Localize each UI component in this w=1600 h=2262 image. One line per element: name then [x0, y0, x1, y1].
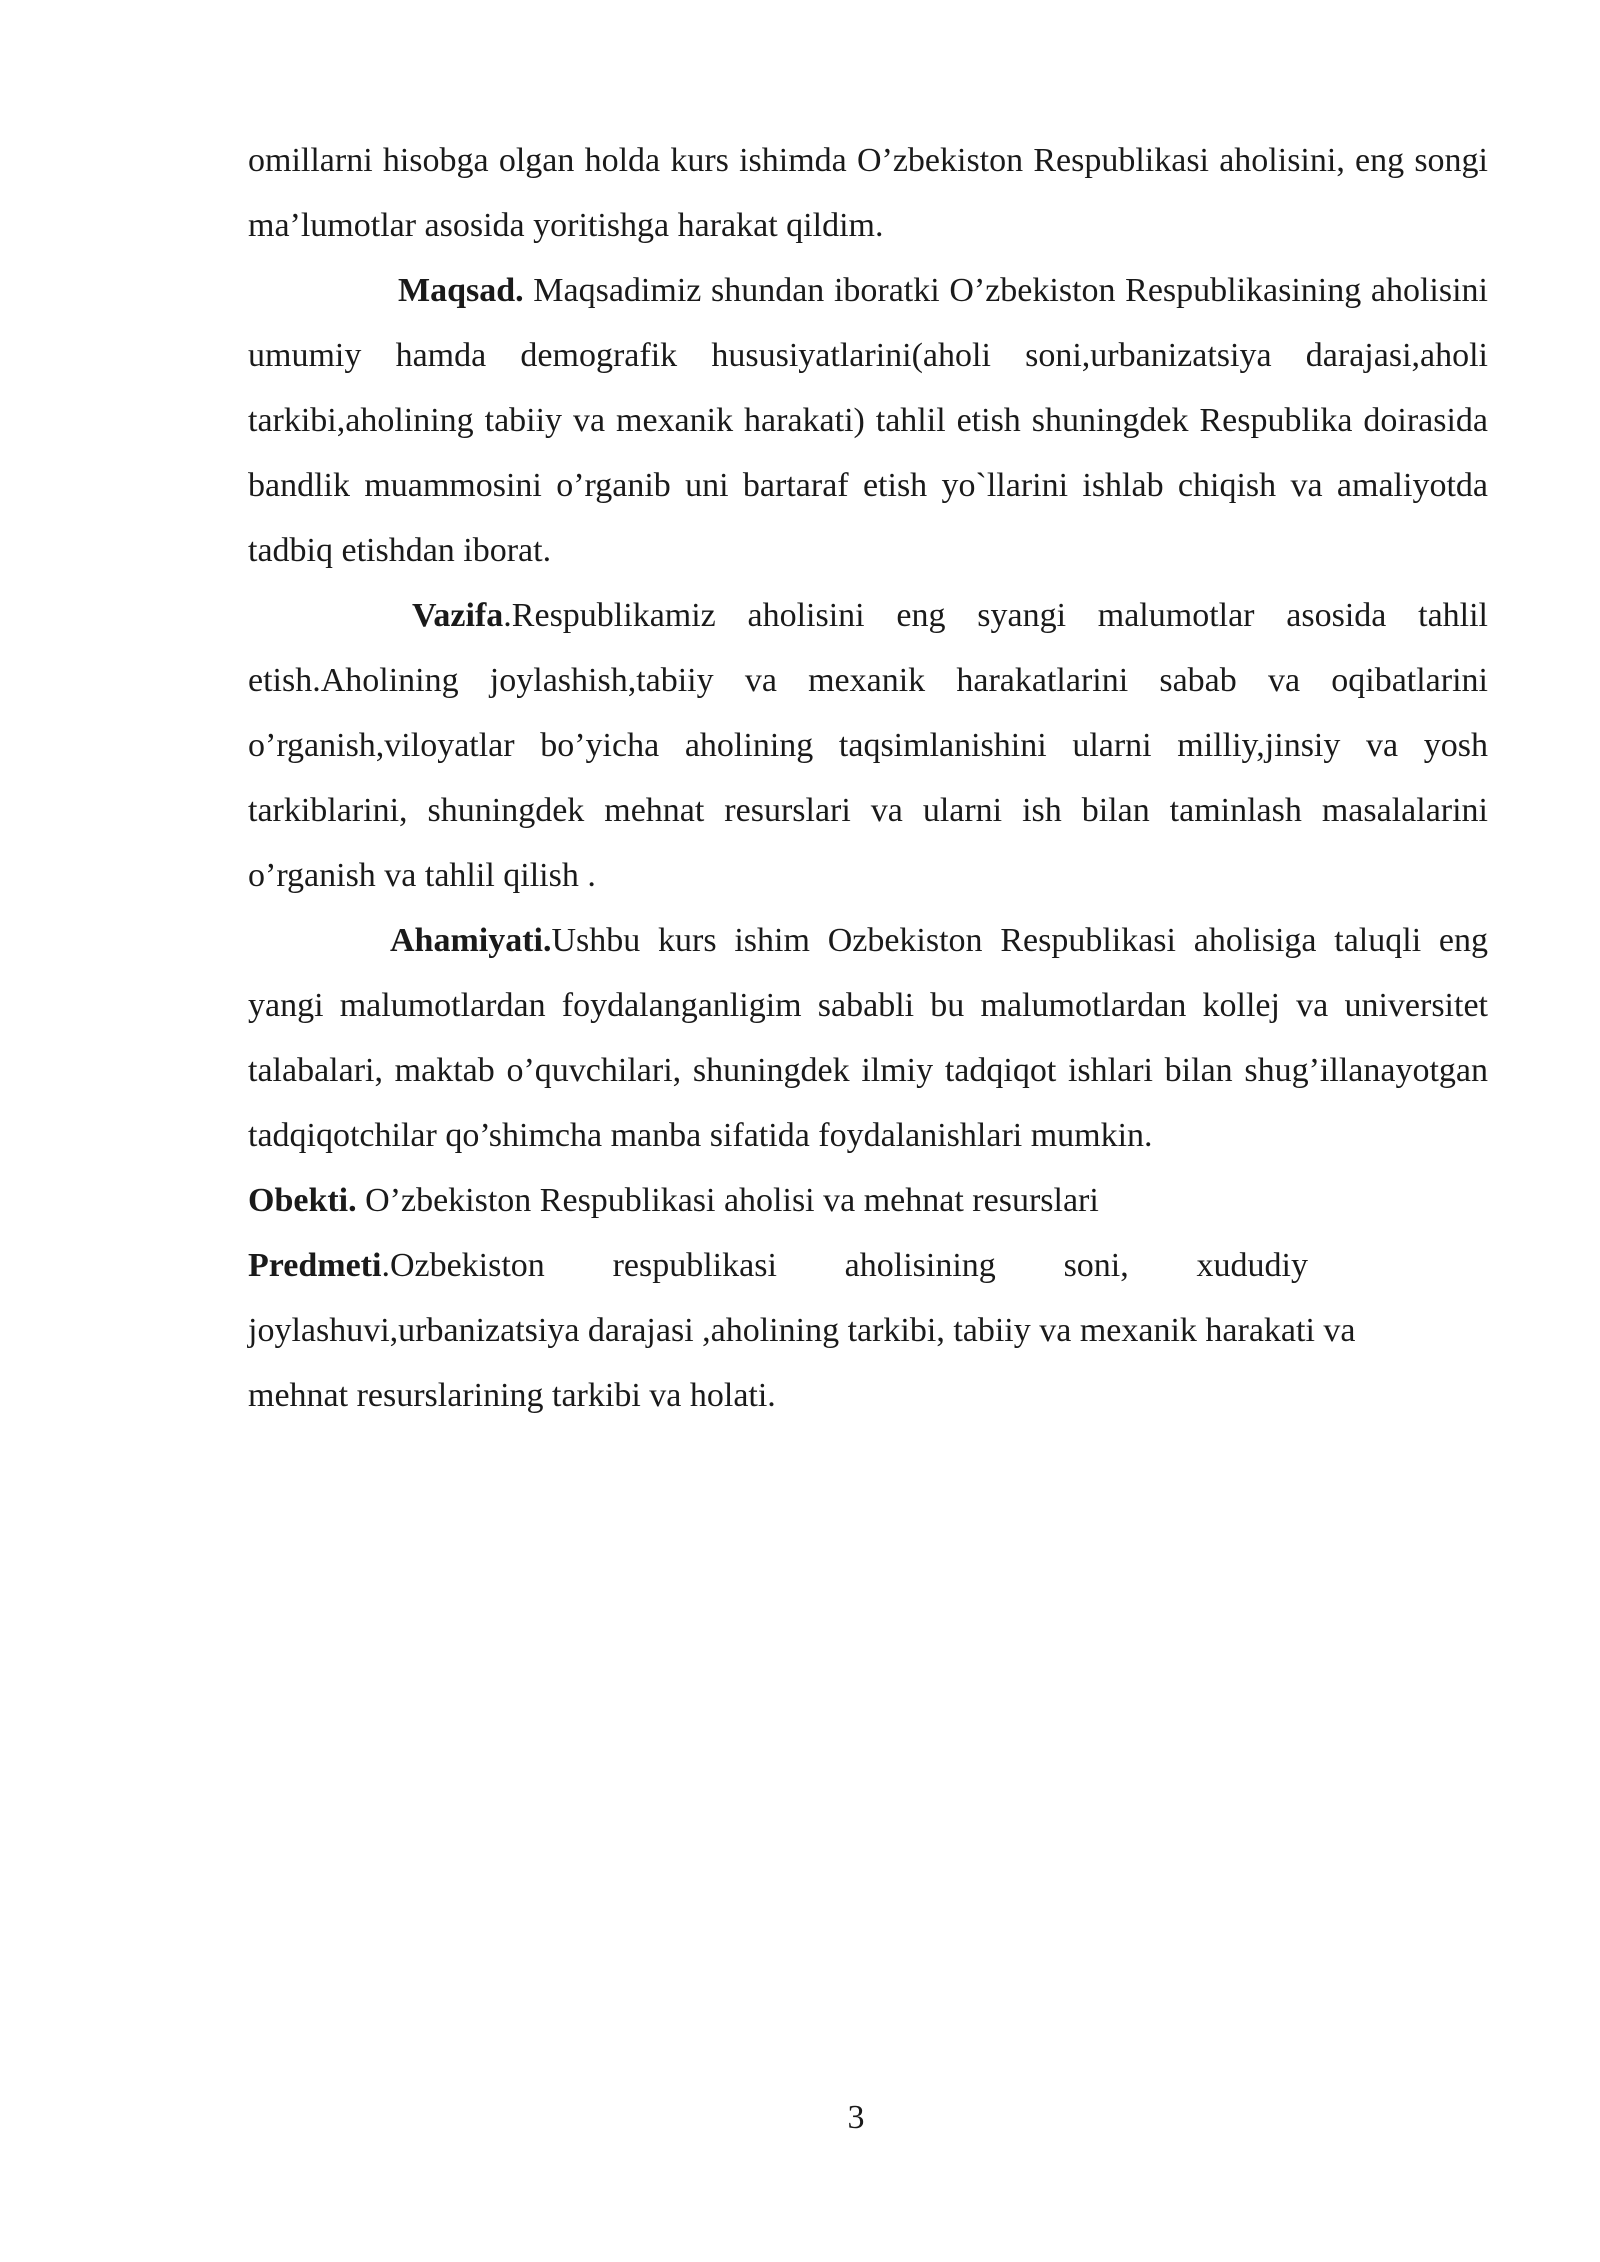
predmeti-second-line: joylashuvi,urbanizatsiya darajasi ,aholining tarkibi, tabiiy va mexanik harakati va: [248, 1312, 1356, 1349]
obekti-paragraph: [248, 1168, 1488, 1233]
vazifa-text: .Respublikamiz aholisini eng syangi malumotlar asosida tahlil etish.Aholining joylashish,tabiiy va mexanik harakatlarini sabab va oqibatlarini o’rganish,viloyatlar bo’yicha aholining taqsimlanishini ularni milliy,jinsiy va yosh tarkiblarini, shuningdek mehnat resurslari va ularni ish bilan taminlash masalalarini o’rganish va tahlil qilish .: [248, 597, 1488, 894]
predmeti-first-line: [248, 1233, 1308, 1298]
predmeti-word: soni,: [1063, 1247, 1129, 1284]
page-number: 3: [847, 2099, 865, 2136]
intro-text: omillarni hisobga olgan holda kurs ishimda O’zbekiston Respublikasi aholisini, eng songi ma’lumotlar asosida yoritishga harakat qildim.: [248, 142, 1488, 244]
vazifa-paragraph: [248, 583, 1488, 908]
ahamiyati-label: Ahamiyati.: [390, 922, 552, 959]
page-content: [248, 128, 1488, 1428]
obekti-text: O’zbekiston Respublikasi aholisi va mehnat resurslari: [356, 1182, 1099, 1219]
ahamiyati-text: Ushbu kurs ishim Ozbekiston Respublikasi aholisiga taluqli eng yangi malumotlardan foydalanganligim sababli bu malumotlardan kollej va universitet talabalari, maktab o’quvchilari, shuningdek ilmiy tadqiqot ishlari bilan shug’illanayotgan tadqiqotchilar qo’shimcha manba sifatida foydalanishlari mumkin.: [248, 922, 1488, 1154]
predmeti-word: aholisining: [844, 1247, 996, 1284]
maqsad-text: Maqsadimiz shundan iboratki O’zbekiston Respublikasining aholisini umumiy hamda demografik hususiyatlarini(aholi soni,urbanizatsiya darajasi,aholi tarkibi,aholining tabiiy va mexanik harakati) tahlil etish shuningdek Respublika doirasida bandlik muammosini o’rganib uni bartaraf etish yo`llarini ishlab chiqish va amaliyotda tadbiq etishdan iborat.: [248, 272, 1488, 569]
predmeti-third-line: mehnat resurslarining tarkibi va holati.: [248, 1377, 776, 1414]
maqsad-paragraph: [248, 258, 1488, 583]
predmeti-word: .Ozbekiston: [381, 1247, 545, 1284]
predmeti-paragraph: [248, 1233, 1488, 1428]
maqsad-label: Maqsad.: [398, 272, 524, 309]
predmeti-word: xududiy: [1196, 1247, 1308, 1284]
ahamiyati-paragraph: [248, 908, 1488, 1168]
predmeti-word: respublikasi: [612, 1247, 777, 1284]
intro-paragraph: [248, 128, 1488, 258]
obekti-label: Obekti.: [248, 1182, 357, 1219]
predmeti-word-group-1: [248, 1233, 545, 1298]
predmeti-label: Predmeti: [248, 1247, 382, 1284]
vazifa-label: Vazifa: [412, 597, 504, 634]
